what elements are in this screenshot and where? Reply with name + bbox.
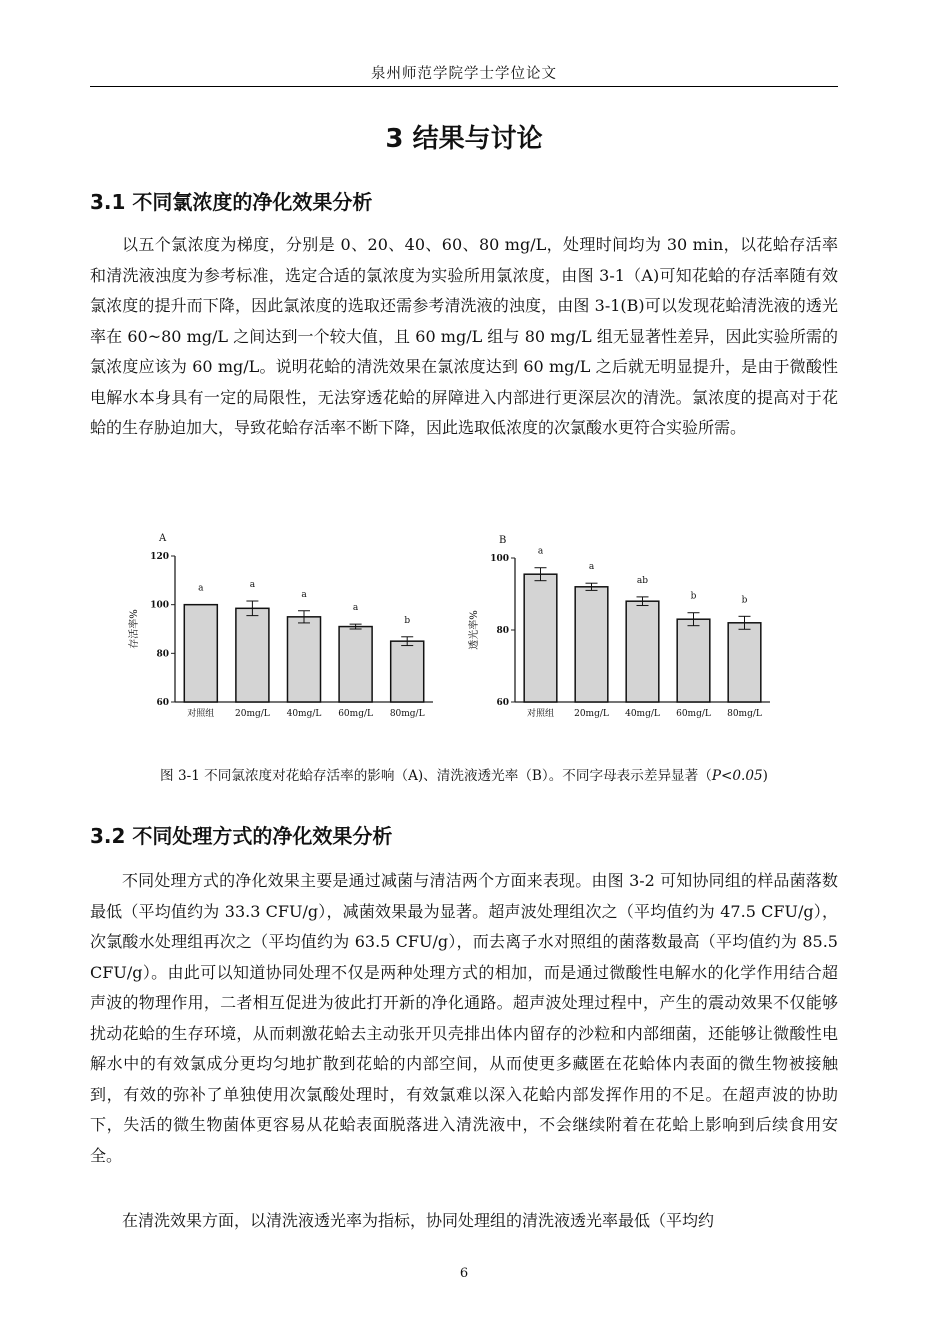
significance-letter: b <box>741 595 748 606</box>
significance-letter: a <box>198 583 204 594</box>
figure-caption <box>90 764 838 784</box>
significance-letter: b <box>690 591 697 602</box>
x-tick-label: 80mg/L <box>727 709 762 719</box>
y-tick-label: 100 <box>150 600 169 611</box>
bar <box>184 605 217 702</box>
bar <box>728 623 761 702</box>
section-heading-3-1: 3.1 不同氯浓度的净化效果分析 <box>90 190 373 214</box>
bar <box>524 574 557 702</box>
chapter-title: 3 结果与讨论 <box>385 124 543 154</box>
x-tick-label: 20mg/L <box>574 709 609 719</box>
page-number: 6 <box>459 1266 469 1281</box>
y-tick-label: 100 <box>490 554 509 564</box>
y-tick-label: 80 <box>496 626 509 636</box>
bar <box>236 608 269 702</box>
chart-panel-label: B <box>499 535 507 546</box>
significance-letter: a <box>352 603 359 614</box>
figure-3-1-charts <box>120 526 810 736</box>
bar <box>677 619 710 702</box>
section-heading-3-2: 3.2 不同处理方式的净化效果分析 <box>90 824 393 848</box>
x-tick-label: 60mg/L <box>676 709 711 719</box>
x-tick-label: 对照组 <box>187 709 215 719</box>
section-3-2-paragraph-1: 不同处理方式的净化效果主要是通过减菌与清洁两个方面来表现。由图 3-2 可知协同组的样品菌落数最低（平均值约为 33.3 CFU/g），减菌效果最为显著。超声波处理组次之（平均值约为 47.5 CFU/g），次氯酸水处理组再次之（平均值约为 63.5 CFU/g），而去离子水对照组的菌落数最高（平均值约为 85.5 CFU/g）。由此可以知道协同处理不仅是两种处理方式的相加，而是通过微酸性电解水的化学作用结合超声波的物理作用，二者相互促进为彼此打开新的净化通路。超声波处理过程中，产生的震动效果不仅能够扰动花蛤的生存环境，从而刺激花蛤去主动张开贝壳排出体内留存的沙粒和内部细菌，还能够让微酸性电解水中的有效氯成分更均匀地扩散到花蛤的内部空间，从而使更多藏匿在花蛤体内表面的微生物被接触到，有效的弥补了单独使用次氯酸处理时，有效氯难以深入花蛤内部发挥作用的不足。在超声波的协助下，失活的微生物菌体更容易从花蛤表面脱落进入清洗液中，不会继续附着在花蛤上影响到后续食用安全。 <box>90 871 838 1165</box>
chart-panel-label: A <box>159 533 167 544</box>
figure-caption-text: 图 3-1 不同氯浓度对花蛤存活率的影响（A)、清洗液透光率（B）。不同字母表示差异显著（ <box>160 768 712 784</box>
y-axis-label: 存活率% <box>129 609 140 649</box>
significance-letter: b <box>404 615 411 626</box>
bar <box>575 587 608 702</box>
x-tick-label: 60mg/L <box>338 709 373 719</box>
y-tick-label: 60 <box>496 698 509 708</box>
bar <box>339 627 372 702</box>
x-tick-label: 40mg/L <box>625 709 660 719</box>
y-tick-label: 120 <box>150 552 169 562</box>
figure-3-1 <box>120 526 810 736</box>
x-tick-label: 40mg/L <box>286 709 322 719</box>
bar <box>391 641 424 702</box>
y-tick-label: 80 <box>156 649 169 660</box>
significance-letter: a <box>537 546 544 557</box>
figure-caption-p-value: P<0.05 <box>711 768 763 784</box>
bar <box>626 601 659 702</box>
chart-panel-b <box>467 535 770 719</box>
chart-panel-a <box>127 533 433 719</box>
header-rule <box>90 86 838 87</box>
significance-letter: a <box>301 589 307 600</box>
significance-letter: a <box>588 562 595 573</box>
figure-caption-closing: ) <box>762 768 768 784</box>
x-tick-label: 20mg/L <box>235 709 270 719</box>
section-3-2-paragraph-2: 在清洗效果方面，以清洗液透光率为指标，协同处理组的清洗液透光率最低（平均约 <box>122 1211 715 1230</box>
significance-letter: ab <box>636 575 649 586</box>
y-tick-label: 60 <box>156 698 169 708</box>
x-tick-label: 对照组 <box>526 709 555 719</box>
bar <box>287 617 320 702</box>
x-tick-label: 80mg/L <box>389 709 425 719</box>
y-axis-label: 透光率% <box>469 610 480 650</box>
significance-letter: a <box>249 580 256 591</box>
running-header: 泉州师范学院学士学位论文 <box>371 66 557 82</box>
section-3-1-paragraph: 以五个氯浓度为梯度，分别是 0、20、40、60、80 mg/L，处理时间均为 30 min，以花蛤存活率和清洗液浊度为参考标准，选定合适的氯浓度为实验所用氯浓度，由图 3-1（A)可知花蛤的存活率随有效氯浓度的提升而下降，因此氯浓度的选取还需参考清洗液的浊度，由图 3-1(B)可以发现花蛤清洗液的透光率在 60~80 mg/L 之间达到一个较大值，且 60 mg/L 组与 80 mg/L 组无显著性差异，因此实验所需的氯浓度应该为 60 mg/L。说明花蛤的清洗效果在氯浓度达到 60 mg/L 之后就无明显提升，是由于微酸性电解水本身具有一定的局限性，无法穿透花蛤的屏障进入内部进行更深层次的清洗。氯浓度的提高对于花蛤的生存胁迫加大，导致花蛤存活率不断下降，因此选取低浓度的次氯酸水更符合实验所需。 <box>90 235 838 437</box>
